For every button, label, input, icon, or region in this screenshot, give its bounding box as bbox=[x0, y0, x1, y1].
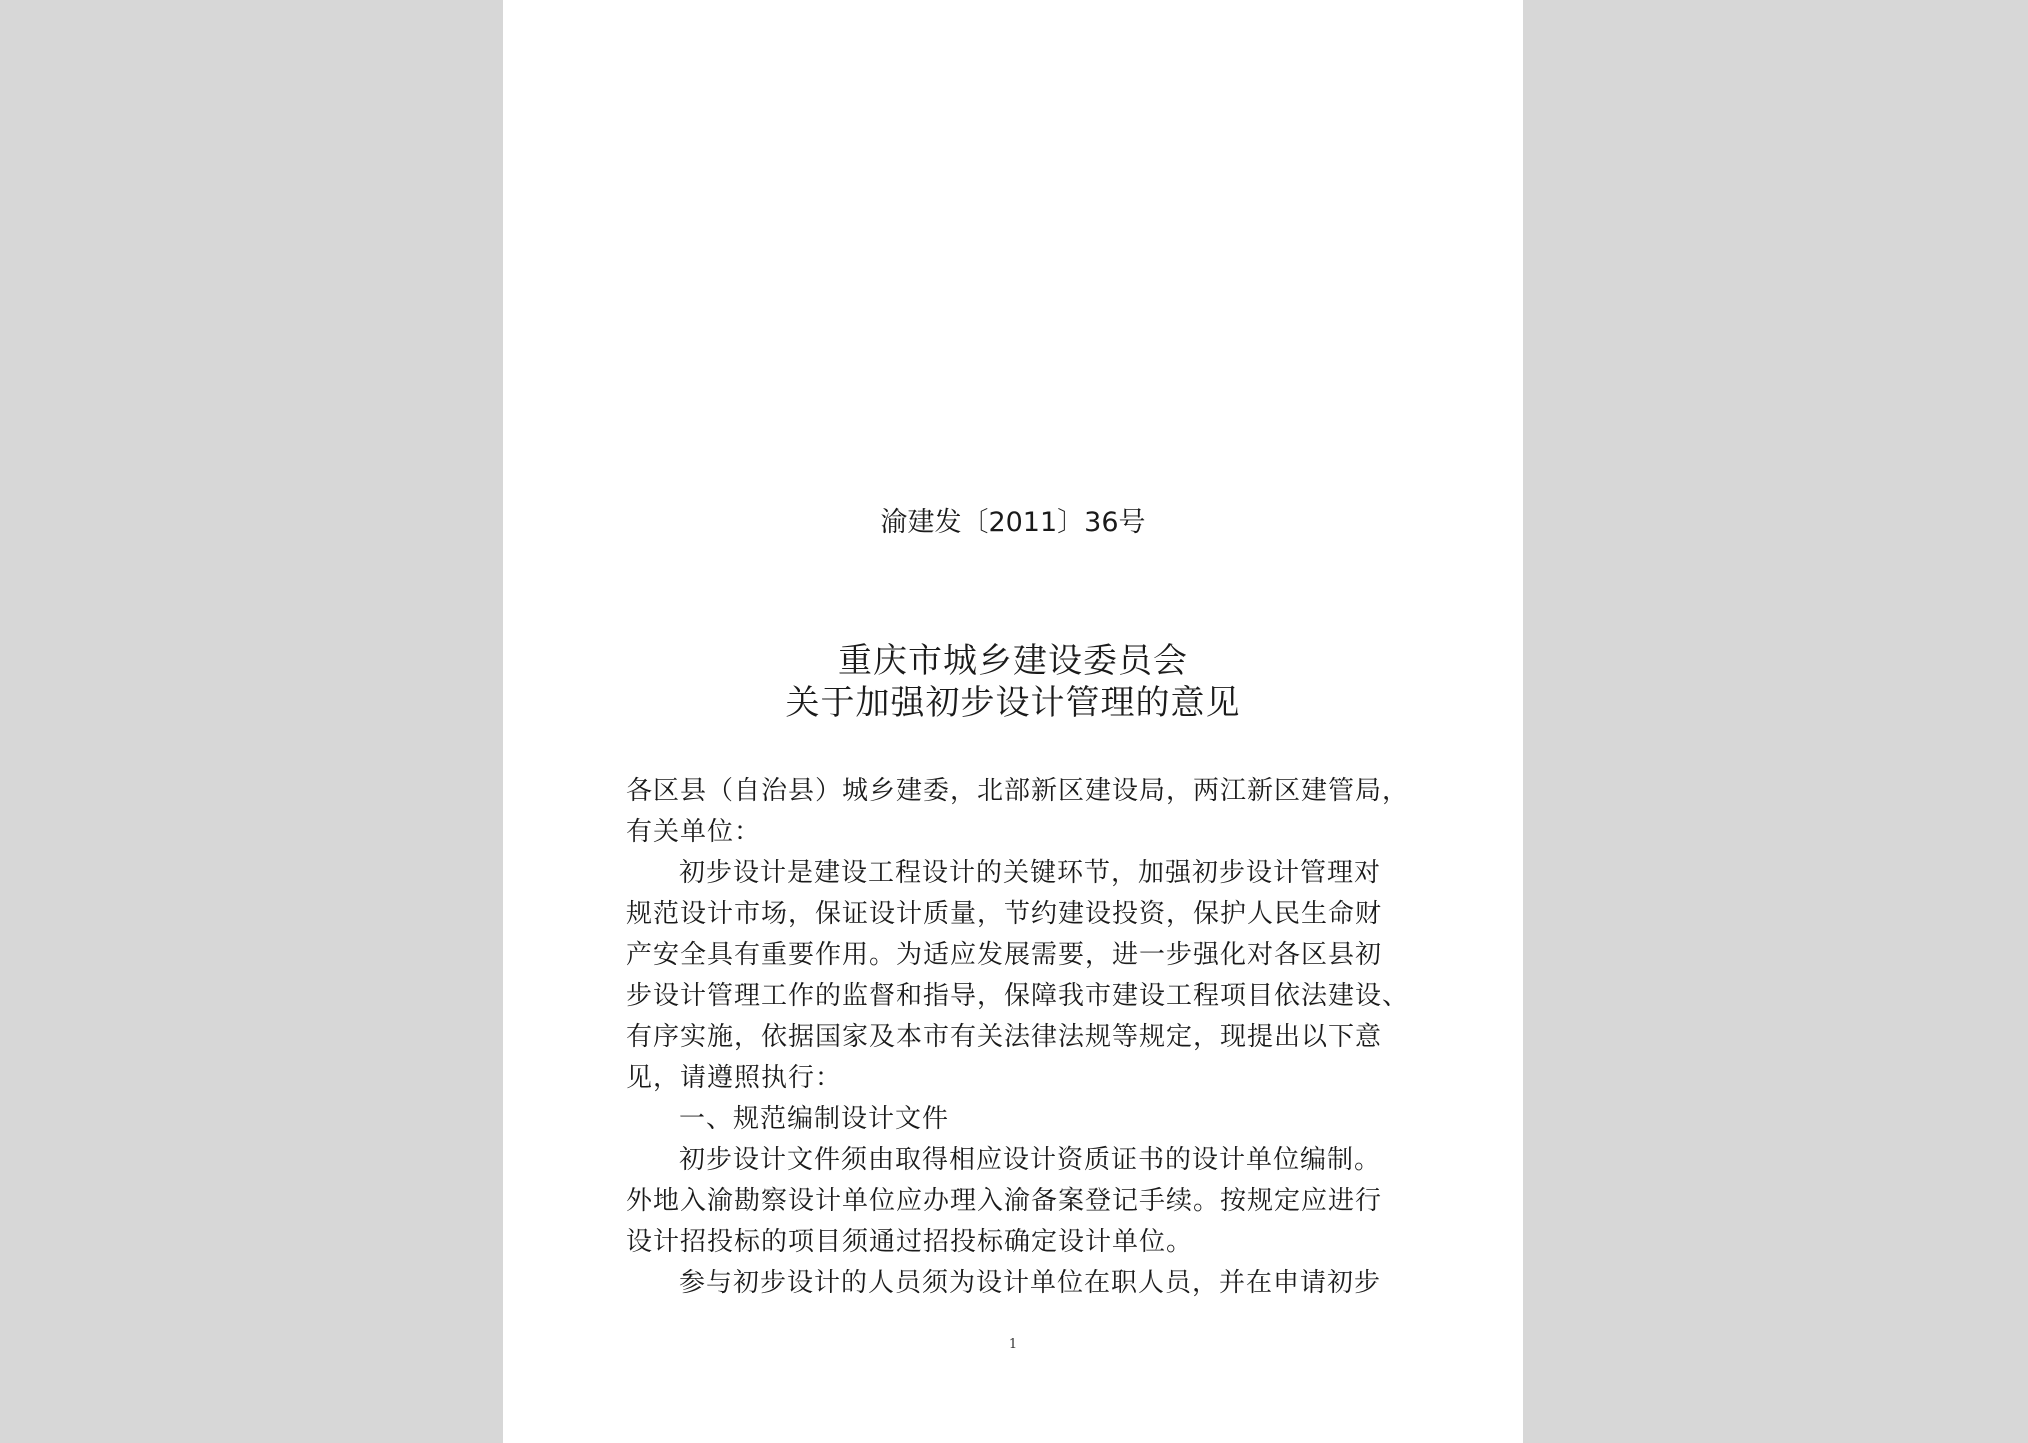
body-line: 设计招投标的项目须通过招投标确定设计单位。 bbox=[626, 1227, 1194, 1257]
document-title bbox=[503, 640, 1523, 724]
document-number: 渝建发〔2011〕36号 bbox=[880, 507, 1146, 538]
title-line-2: 关于加强初步设计管理的意见 bbox=[785, 683, 1241, 723]
document-body bbox=[626, 771, 1416, 1304]
body-line: 外地入渝勘察设计单位应办理入渝备案登记手续。按规定应进行 bbox=[626, 1186, 1383, 1216]
body-line: 各区县（自治县）城乡建委，北部新区建设局，两江新区建管局， bbox=[626, 776, 1410, 806]
body-line: 见，请遵照执行： bbox=[626, 1063, 843, 1093]
body-line: 产安全具有重要作用。为适应发展需要，进一步强化对各区县初 bbox=[626, 940, 1383, 970]
body-line: 有关单位： bbox=[626, 817, 762, 847]
body-line: 参与初步设计的人员须为设计单位在职人员，并在申请初步 bbox=[679, 1268, 1382, 1298]
title-line-1: 重庆市城乡建设委员会 bbox=[838, 641, 1188, 681]
body-line: 规范设计市场，保证设计质量，节约建设投资，保护人民生命财 bbox=[626, 899, 1383, 929]
body-line: 初步设计文件须由取得相应设计资质证书的设计单位编制。 bbox=[679, 1145, 1382, 1175]
body-line: 步设计管理工作的监督和指导，保障我市建设工程项目依法建设、 bbox=[626, 981, 1410, 1011]
body-line: 有序实施，依据国家及本市有关法律法规等规定，现提出以下意 bbox=[626, 1022, 1383, 1052]
page-number: 1 bbox=[1008, 1337, 1018, 1352]
body-line: 初步设计是建设工程设计的关键环节，加强初步设计管理对 bbox=[679, 858, 1382, 888]
document-page bbox=[503, 0, 1523, 1443]
section-heading: 一、规范编制设计文件 bbox=[679, 1104, 950, 1134]
